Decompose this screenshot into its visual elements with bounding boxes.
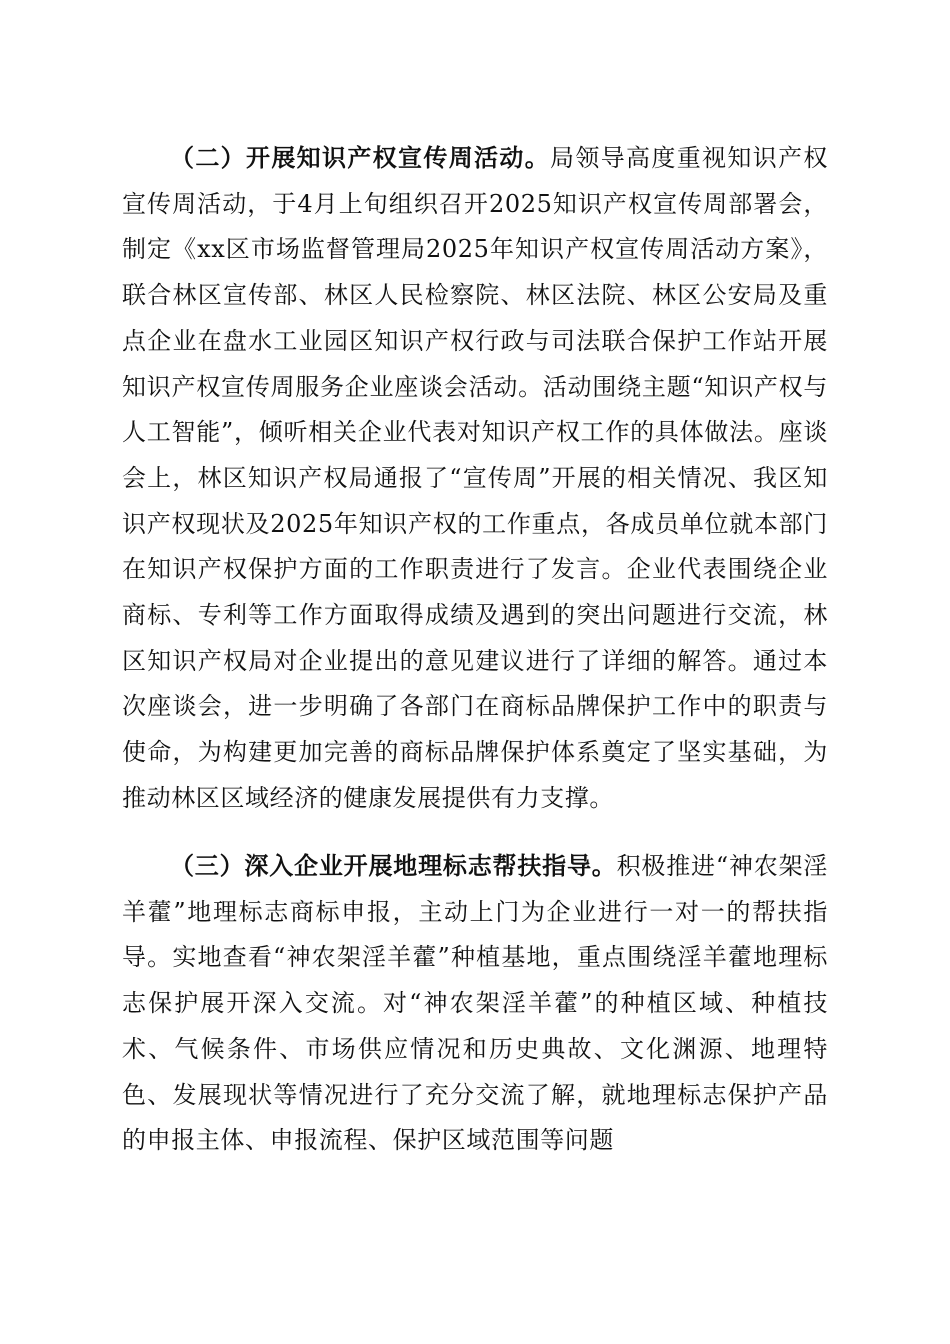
paragraph-heading: （三）深入企业开展地理标志帮扶指导。 bbox=[170, 851, 617, 880]
paragraph-body: 积极推进“神农架淫羊藿”地理标志商标申报，主动上门为企业进行一对一的帮扶指导。实地查看“神农架淫羊藿”种植基地，重点围绕淫羊藿地理标志保护展开深入交流。对“神农架淫羊藿”的种植区域、种植技术、气候条件、市场供应情况和历史典故、文化渊源、地理特色、发展现状等情况进行了充分交流了解，就地理标志保护产品的申报主体、申报流程、保护区域范围等问题 bbox=[122, 852, 828, 1155]
paragraph-ip-week bbox=[122, 135, 828, 822]
paragraph-geo-indication bbox=[122, 843, 828, 1164]
paragraph-body: 局领导高度重视知识产权宣传周活动，于4月上旬组织召开2025知识产权宣传周部署会，制定《xx区市场监督管理局2025年知识产权宣传周活动方案》，联合林区宣传部、林区人民检察院、林区法院、林区公安局及重点企业在盘水工业园区知识产权行政与司法联合保护工作站开展知识产权宣传周服务企业座谈会活动。活动围绕主题“知识产权与人工智能”，倾听相关企业代表对知识产权工作的具体做法。座谈会上，林区知识产权局通报了“宣传周”开展的相关情况、我区知识产权现状及2025年知识产权的工作重点，各成员单位就本部门在知识产权保护方面的工作职责进行了发言。企业代表围绕企业商标、专利等工作方面取得成绩及遇到的突出问题进行交流，林区知识产权局对企业提出的意见建议进行了详细的解答。通过本次座谈会，进一步明确了各部门在商标品牌保护工作中的职责与使命，为构建更加完善的商标品牌保护体系奠定了坚实基础，为推动林区区域经济的健康发展提供有力支撑。 bbox=[122, 144, 829, 812]
paragraph-heading: （二）开展知识产权宣传周活动。 bbox=[170, 143, 551, 172]
